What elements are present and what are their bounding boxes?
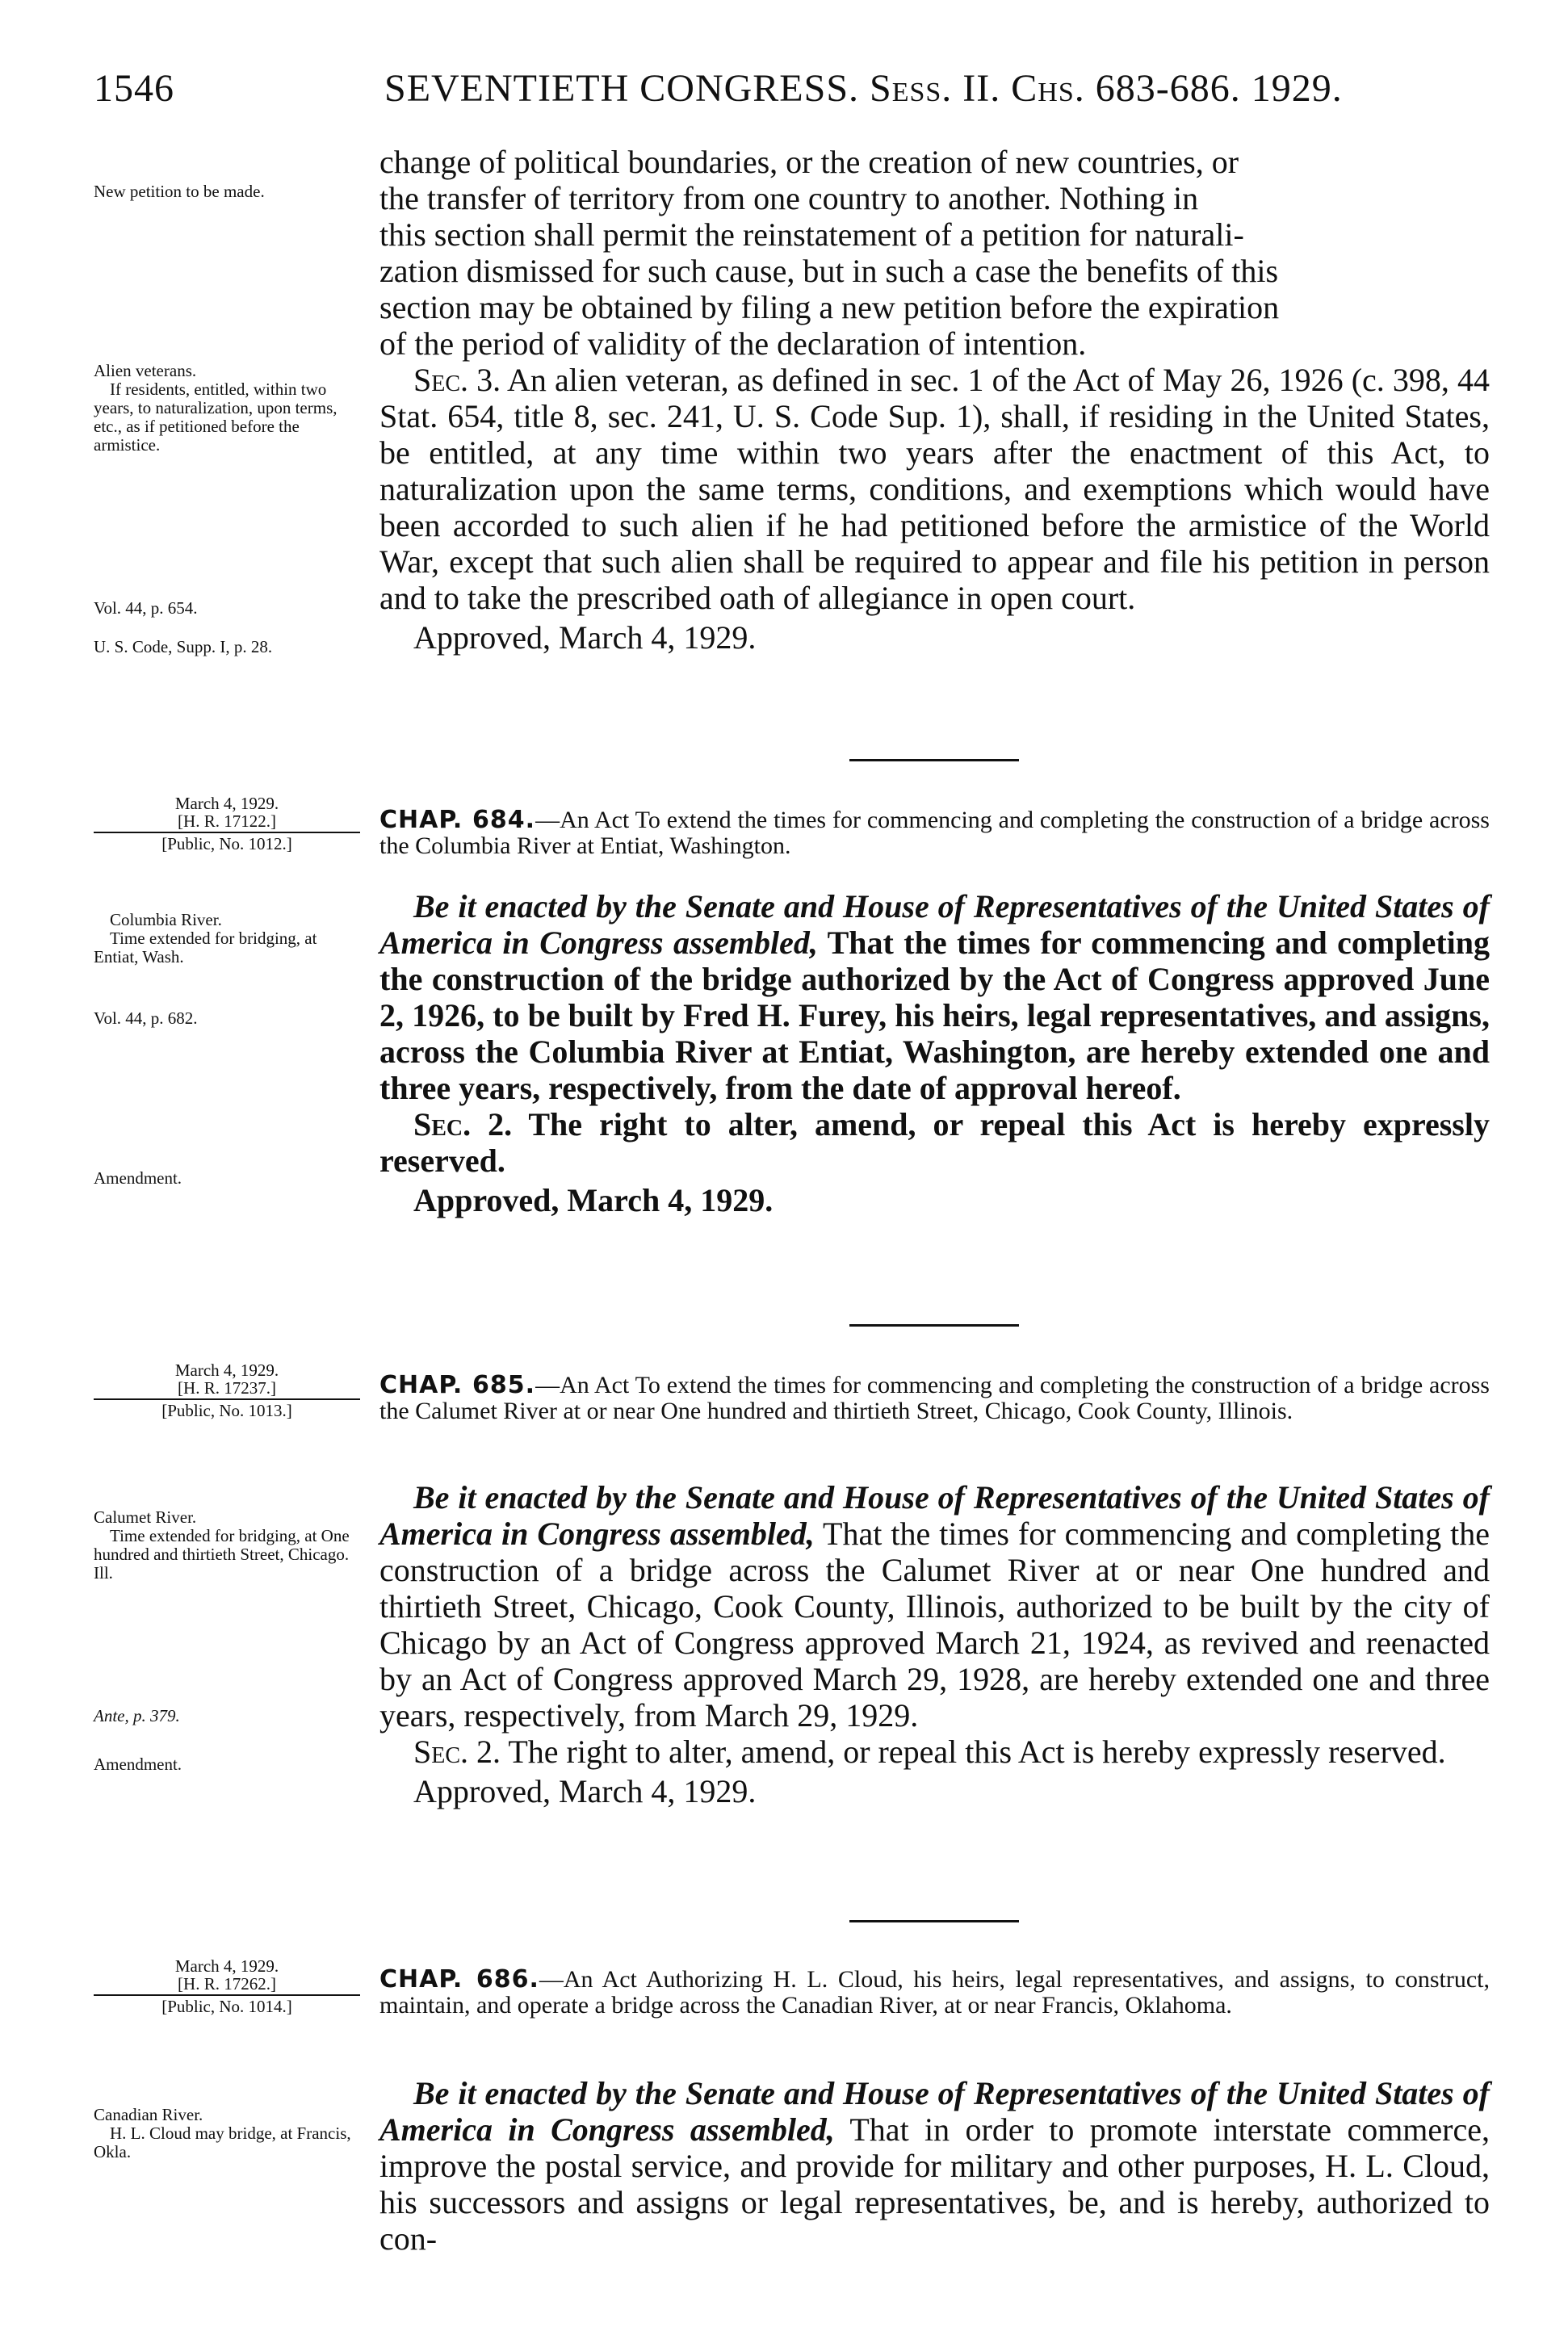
continuation-line: zation dismissed for such cause, but in such a case the benefits of this <box>379 253 1279 289</box>
header-year: 1929. <box>1251 67 1343 110</box>
enacting-paragraph <box>379 888 1490 1106</box>
approved-line: Approved, March 4, 1929. <box>413 619 757 656</box>
approved-line: Approved, March 4, 1929. <box>413 1182 774 1218</box>
continuation-line: change of political boundaries, or the creation of new countries, or <box>379 144 1239 180</box>
margin-heading: Canadian River. <box>94 2105 203 2124</box>
section-divider <box>849 759 1019 761</box>
margin-note-columbia <box>94 911 358 966</box>
section-text: An alien veteran, as defined in sec. 1 of the Act of May 26, 1926 (c. 398, 44 Stat. 654, title 8, sec. 241, U. S. Code Sup. 1), shall, if residing in the United States, be entitled, at any time within two years after the enactment of this Act, to naturalization upon the same terms, conditions, and exemptions which would have been accorded to such alien if he had petitioned before the armistice of the World War, except that such alien shall be required to appear and file his petition in person and to take the prescribed oath of allegiance in open court. <box>379 362 1490 616</box>
congress-title: SEVENTIETH CONGRESS. <box>384 67 860 110</box>
page-number: 1546 <box>94 67 174 110</box>
chap-686-identifier <box>94 1957 360 2015</box>
continuation-line: section may be obtained by filing a new petition before the expiration <box>379 289 1280 325</box>
margin-note-canadian <box>94 2106 358 2161</box>
page-header <box>94 66 1482 115</box>
bill-number: [H. R. 17237.] <box>178 1378 276 1398</box>
margin-note-calumet <box>94 1508 358 1583</box>
chapters-label: Chs. 683-686. <box>1011 67 1241 110</box>
margin-text: Time extended for bridging, at One hundred and thirtieth Street, Chicago. Ill. <box>94 1526 350 1583</box>
chap-685-title <box>379 1373 1490 1424</box>
approval-date: March 4, 1929. <box>174 1360 279 1380</box>
margin-note-amendment: Amendment. <box>94 1168 182 1188</box>
margin-note-new-petition: New petition to be made. <box>94 182 265 201</box>
paragraph-text: That the times for commencing and completing the construction of a bridge across the Calumet River at or near One hundred and thirtieth Street, Chicago, Cook County, Illinois, authorized to be built by the city of Chicago by an Act of Congress approved March 21, 1924, as revived and reenacted by an Act of Congress approved March 29, 1928, are hereby extended one and three years, respectively, from March 29, 1929. <box>379 1516 1490 1734</box>
enacting-clause: Be it enacted by the Senate and House of Representatives of the United States of America in Congress assembled, <box>379 1479 1490 1552</box>
chapter-label: CHAP. 685. <box>379 1371 536 1399</box>
public-law-number: [Public, No. 1014.] <box>94 1994 360 2015</box>
chap-685-identifier <box>94 1361 360 1419</box>
margin-note-ante: Ante, p. 379. <box>94 1706 180 1725</box>
paragraph-text: That in order to promote interstate commerce, improve the postal service, and provide for military and other purposes, H. L. Cloud, his successors and assigns or legal representatives, be, and is hereby, authorized to con- <box>379 2111 1490 2257</box>
section-2-paragraph <box>379 1734 1490 1770</box>
section-label: Sec. 2. <box>413 1106 513 1142</box>
margin-note-vol: Vol. 44, p. 682. <box>94 1008 198 1028</box>
session-label: Sess. II. <box>870 67 1001 110</box>
margin-heading: Columbia River. <box>110 910 222 929</box>
chapter-title: —An Act To extend the times for commencing and completing the construction of a bridge across the Columbia River at Entiat, Washington. <box>379 807 1490 859</box>
bill-number: [H. R. 17122.] <box>178 811 276 831</box>
paragraph-text: That the times for commencing and completing the construction of the bridge authorized by the Act of Congress approved June 2, 1926, to be built by Fred H. Furey, his heirs, legal representatives, and assigns, across the Columbia River at Entiat, Washington, are hereby extended one and three years, respectively, from the date of approval hereof. <box>379 924 1490 1106</box>
running-title <box>384 66 1343 111</box>
chapter-title: —An Act Authorizing H. L. Cloud, his heirs, legal representatives, and assigns, to construct, maintain, and operate a bridge across the Canadian River, at or near Francis, Oklahoma. <box>379 1966 1490 2019</box>
approved-line: Approved, March 4, 1929. <box>413 1773 757 1809</box>
chap-684-identifier <box>94 794 360 853</box>
section-divider <box>849 1920 1019 1922</box>
margin-note-code: U. S. Code, Supp. I, p. 28. <box>94 637 273 656</box>
section-text: The right to alter, amend, or repeal this Act is hereby expressly reserved. <box>508 1734 1446 1770</box>
continuation-line: of the period of validity of the declaration of intention. <box>379 325 1087 362</box>
enacting-clause: Be it enacted by the Senate and House of Representatives of the United States of America in Congress assembled, <box>379 888 1490 961</box>
margin-heading: Calumet River. <box>94 1507 197 1527</box>
chap-685-body <box>379 1479 1490 1809</box>
chapter-label: CHAP. 684. <box>379 806 536 834</box>
continuation-line: the transfer of territory from one country to another. Nothing in <box>379 180 1199 216</box>
continuation-line: this section shall permit the reinstatement of a petition for naturali- <box>379 216 1244 253</box>
section-label: Sec. 3. <box>413 362 501 398</box>
public-law-number: [Public, No. 1012.] <box>94 832 360 853</box>
chap-684-title <box>379 807 1490 859</box>
public-law-number: [Public, No. 1013.] <box>94 1398 360 1419</box>
chap-684-body <box>379 888 1490 1218</box>
section-divider <box>849 1324 1019 1327</box>
margin-text: H. L. Cloud may bridge, at Francis, Okla. <box>94 2124 351 2161</box>
approval-date: March 4, 1929. <box>174 794 279 813</box>
approval-date: March 4, 1929. <box>174 1956 279 1976</box>
margin-text: Time extended for bridging, at Entiat, Wash. <box>94 929 317 966</box>
margin-heading: Alien veterans. <box>94 361 197 380</box>
enacting-paragraph <box>379 2075 1490 2257</box>
bill-number: [H. R. 17262.] <box>178 1974 276 1994</box>
chapter-label: CHAP. 686. <box>379 1965 539 1994</box>
section-2-paragraph <box>379 1106 1490 1179</box>
section-text: The right to alter, amend, or repeal this Act is hereby expressly reserved. <box>379 1106 1490 1179</box>
enacting-clause: Be it enacted by the Senate and House of Representatives of the United States of America in Congress assembled, <box>379 2075 1490 2148</box>
margin-note-alien-veterans <box>94 362 358 455</box>
section-label: Sec. 2. <box>413 1734 501 1770</box>
chap-686-body <box>379 2075 1490 2257</box>
margin-note-amendment: Amendment. <box>94 1755 182 1774</box>
margin-note-vol: Vol. 44, p. 654. <box>94 598 198 618</box>
chapter-title: —An Act To extend the times for commencing and completing the construction of a bridge across the Calumet River at or near One hundred and thirtieth Street, Chicago, Cook County, Illinois. <box>379 1372 1490 1424</box>
chap-686-title <box>379 1967 1490 2019</box>
enacting-paragraph <box>379 1479 1490 1734</box>
continuation-section <box>379 144 1490 656</box>
section-3-paragraph <box>379 362 1490 616</box>
margin-text: If residents, entitled, within two years, to naturalization, upon terms, etc., as if petitioned before the armistice. <box>94 379 337 455</box>
